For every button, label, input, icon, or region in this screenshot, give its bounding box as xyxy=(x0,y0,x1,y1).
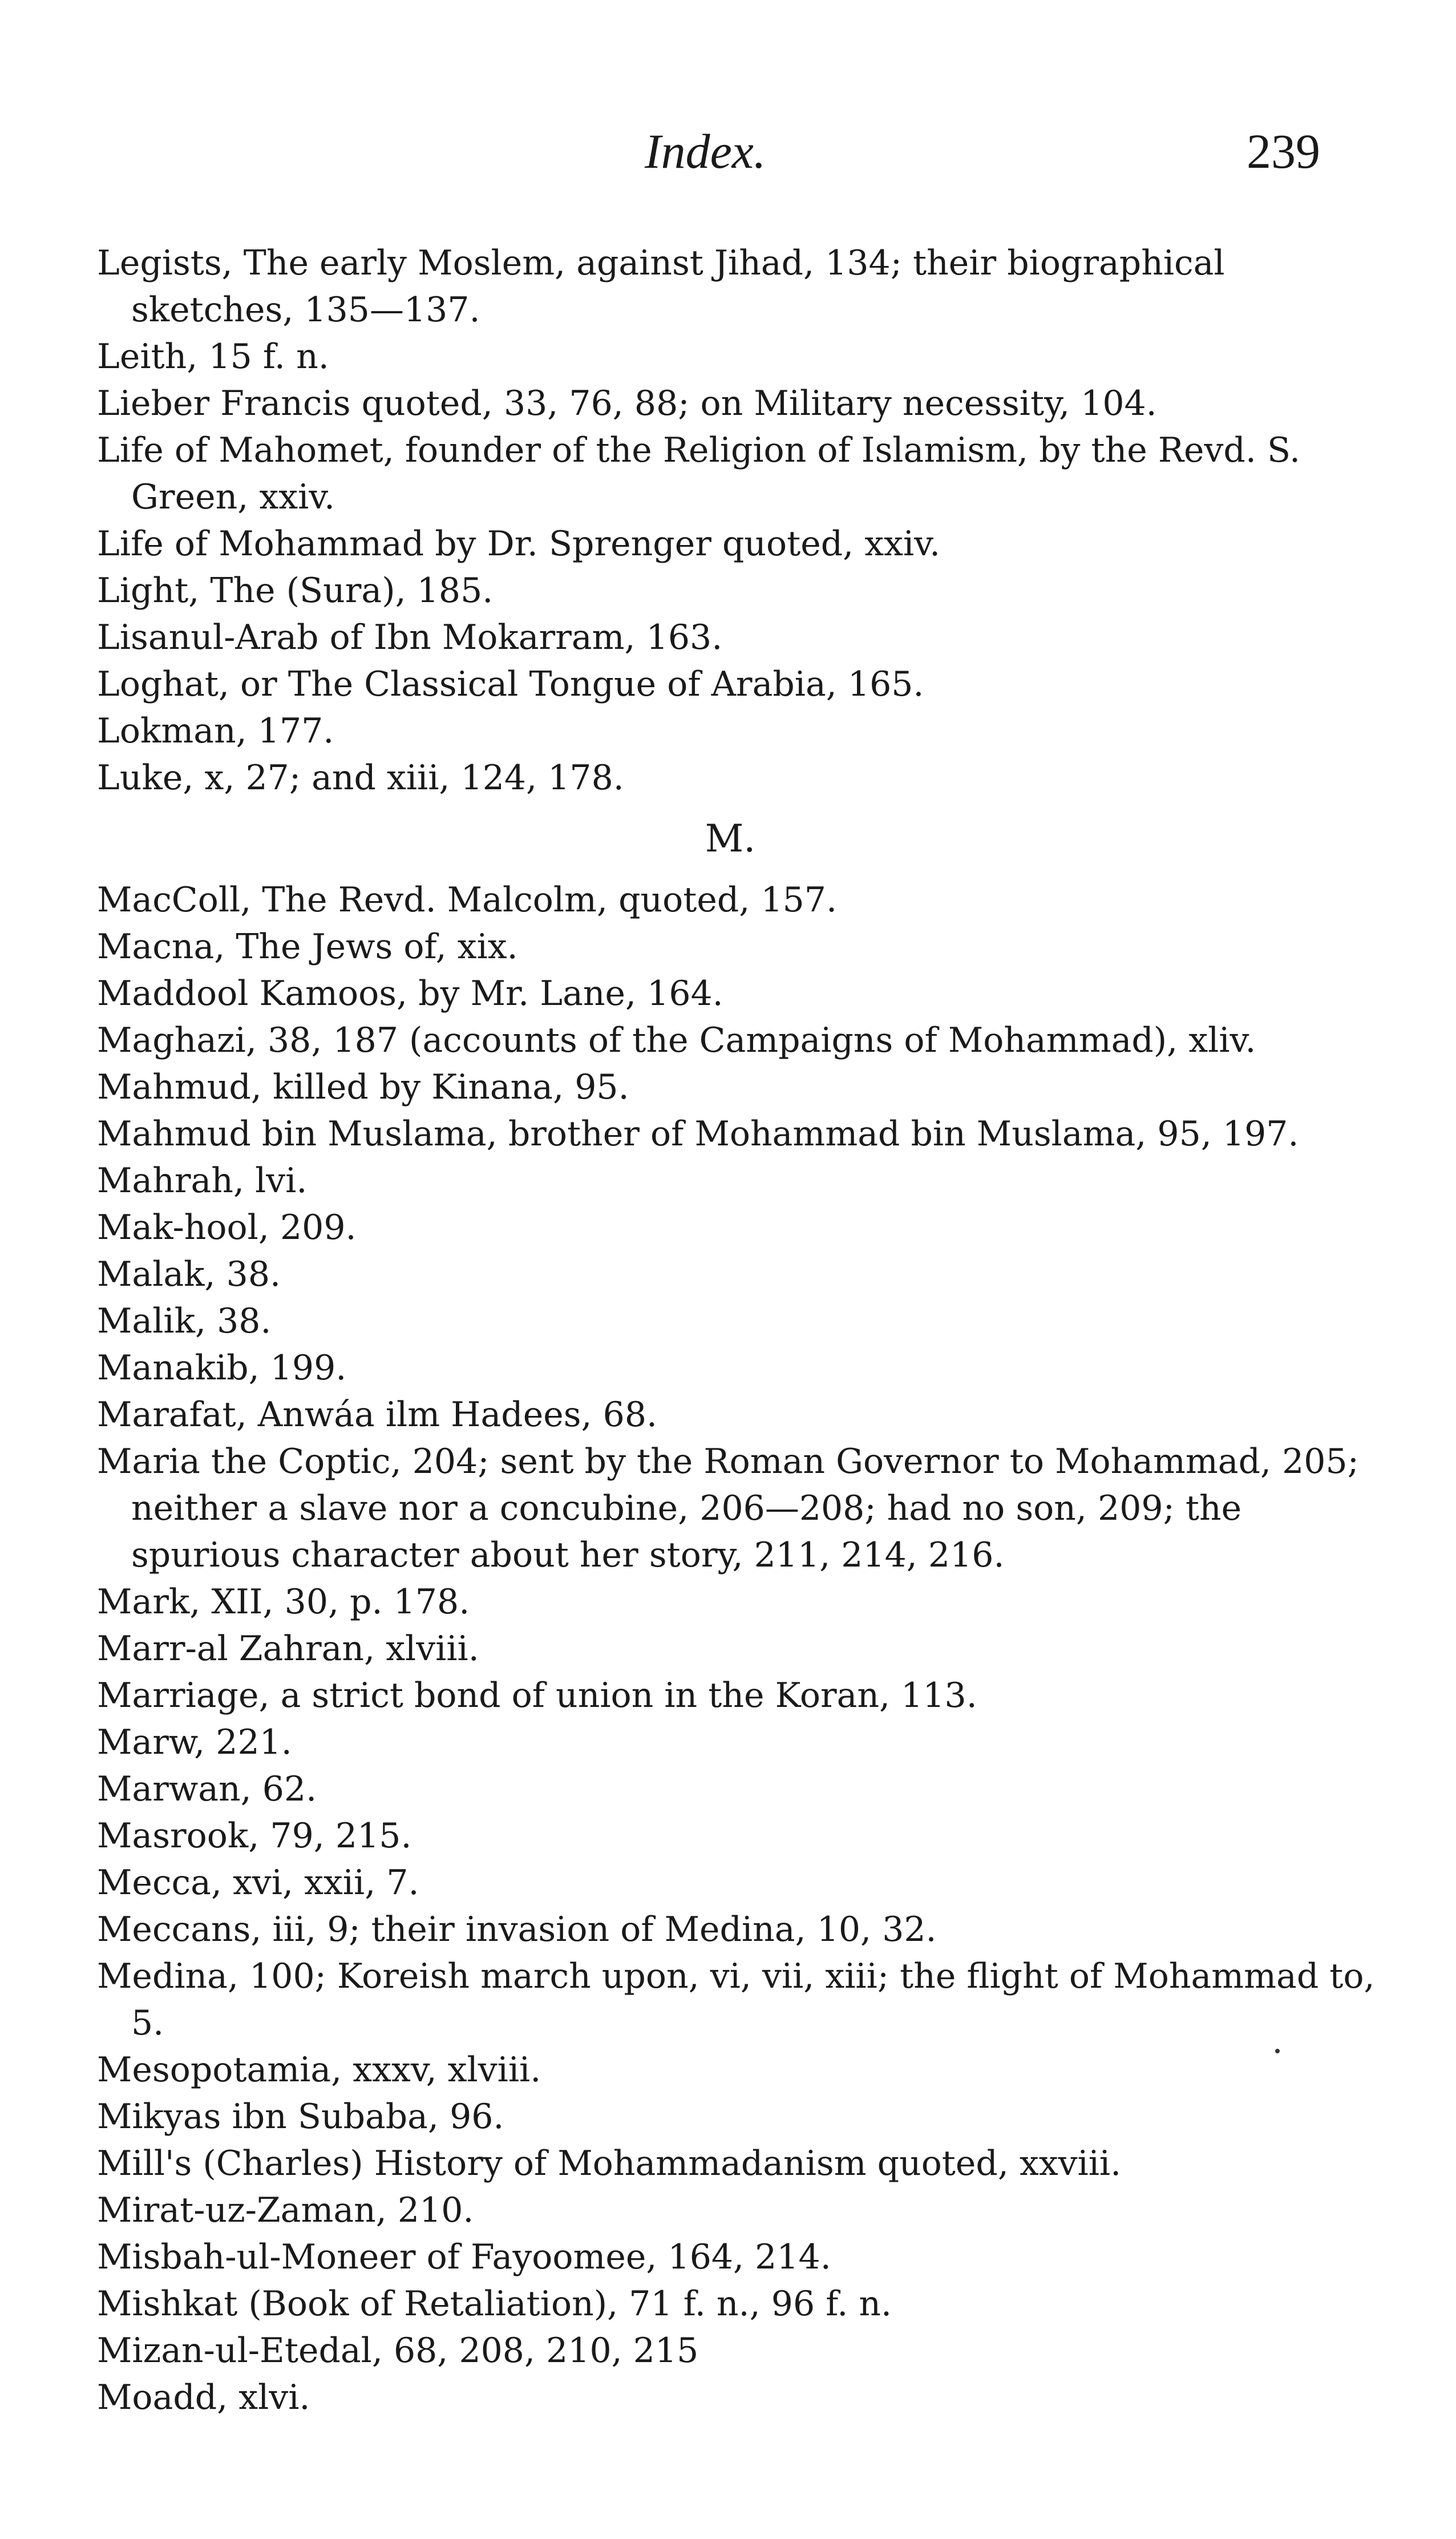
index-entry: Lieber Francis quoted, 33, 76, 88; on Military necessity, 104. xyxy=(97,384,1157,423)
index-entry: Maddool Kamoos, by Mr. Lane, 164. xyxy=(97,974,723,1014)
index-entry: Maghazi, 38, 187 (accounts of the Campaigns of Mohammad), xliv. xyxy=(97,1020,1256,1060)
index-entry: Marafat, Anwáa ilm Hadees, 68. xyxy=(97,1395,658,1435)
index-entry: Marwan, 62. xyxy=(97,1769,317,1809)
index-entry: Mecca, xvi, xxii, 7. xyxy=(97,1863,419,1903)
index-entry: MacColl, The Revd. Malcolm, quoted, 157. xyxy=(97,880,838,920)
index-entry: Malik, 38. xyxy=(97,1301,272,1341)
index-entry: Legists, The early Moslem, against Jihad, 134; their biographical sketches, 135—137. xyxy=(97,243,1225,330)
index-entry: Mikyas ibn Subaba, 96. xyxy=(97,2097,504,2137)
index-entry: Medina, 100; Koreish march upon, vi, vii, xiii; the flight of Mohammad to, 5. xyxy=(97,1956,1375,2043)
index-entry: Manakib, 199. xyxy=(97,1348,347,1388)
index-entry: Mahmud, killed by Kinana, 95. xyxy=(97,1067,629,1107)
index-entry: Lokman, 177. xyxy=(97,711,334,751)
index-entry: Mesopotamia, xxxv, xlviii. xyxy=(97,2050,541,2090)
index-entry: Moadd, xlvi. xyxy=(97,2377,310,2417)
index-entry: Meccans, iii, 9; their invasion of Medina, 10, 32. xyxy=(97,1910,937,1949)
index-entry: Mishkat (Book of Retaliation), 71 f. n., 96 f. n. xyxy=(97,2284,892,2324)
index-entry: Life of Mohammad by Dr. Sprenger quoted, xxiv. xyxy=(97,524,941,564)
index-entry: Leith, 15 f. n. xyxy=(97,337,329,377)
index-entry: Mak-hool, 209. xyxy=(97,1208,357,1248)
index-entry: Mirat-uz-Zaman, 210. xyxy=(97,2190,474,2230)
index-entry: Marriage, a strict bond of union in the Koran, 113. xyxy=(97,1676,977,1715)
index-entry: Masrook, 79, 215. xyxy=(97,1816,412,1856)
stray-print-mark xyxy=(1275,2049,1280,2053)
index-entry: Mark, XII, 30, p. 178. xyxy=(97,1582,470,1622)
index-entry: Loghat, or The Classical Tongue of Arabia, 165. xyxy=(97,664,924,704)
index-entry: Maria the Coptic, 204; sent by the Roman Governor to Mohammad, 205; neither a slave nor a concubine, 206—208; had no son, 209; the spurious character about her story, 211, 214, 216. xyxy=(97,1442,1359,1575)
running-head-title: Index. xyxy=(645,124,766,179)
index-entry: Macna, The Jews of, xix. xyxy=(97,927,518,967)
index-entry: Mahmud bin Muslama, brother of Mohammad bin Muslama, 95, 197. xyxy=(97,1114,1299,1154)
index-entry: Luke, x, 27; and xiii, 124, 178. xyxy=(97,758,624,798)
page-number: 239 xyxy=(1247,124,1320,179)
index-entry: Mizan-ul-Etedal, 68, 208, 210, 215 xyxy=(97,2331,699,2371)
index-entry: Lisanul-Arab of Ibn Mokarram, 163. xyxy=(97,617,723,657)
index-entry: Life of Mahomet, founder of the Religion of Islamism, by the Revd. S. Green, xxiv. xyxy=(97,430,1301,517)
index-list xyxy=(97,240,1386,2421)
index-entry: Mahrah, lvi. xyxy=(97,1161,308,1201)
index-entry: Light, The (Sura), 185. xyxy=(97,571,494,611)
section-letter-heading: M. xyxy=(705,817,756,861)
index-entry: Mill's (Charles) History of Mohammadanism quoted, xxviii. xyxy=(97,2144,1122,2183)
index-entry: Malak, 38. xyxy=(97,1254,281,1294)
index-entry: Marw, 221. xyxy=(97,1722,292,1762)
index-entry: Marr-al Zahran, xlviii. xyxy=(97,1629,479,1669)
index-entry: Misbah-ul-Moneer of Fayoomee, 164, 214. xyxy=(97,2237,831,2277)
